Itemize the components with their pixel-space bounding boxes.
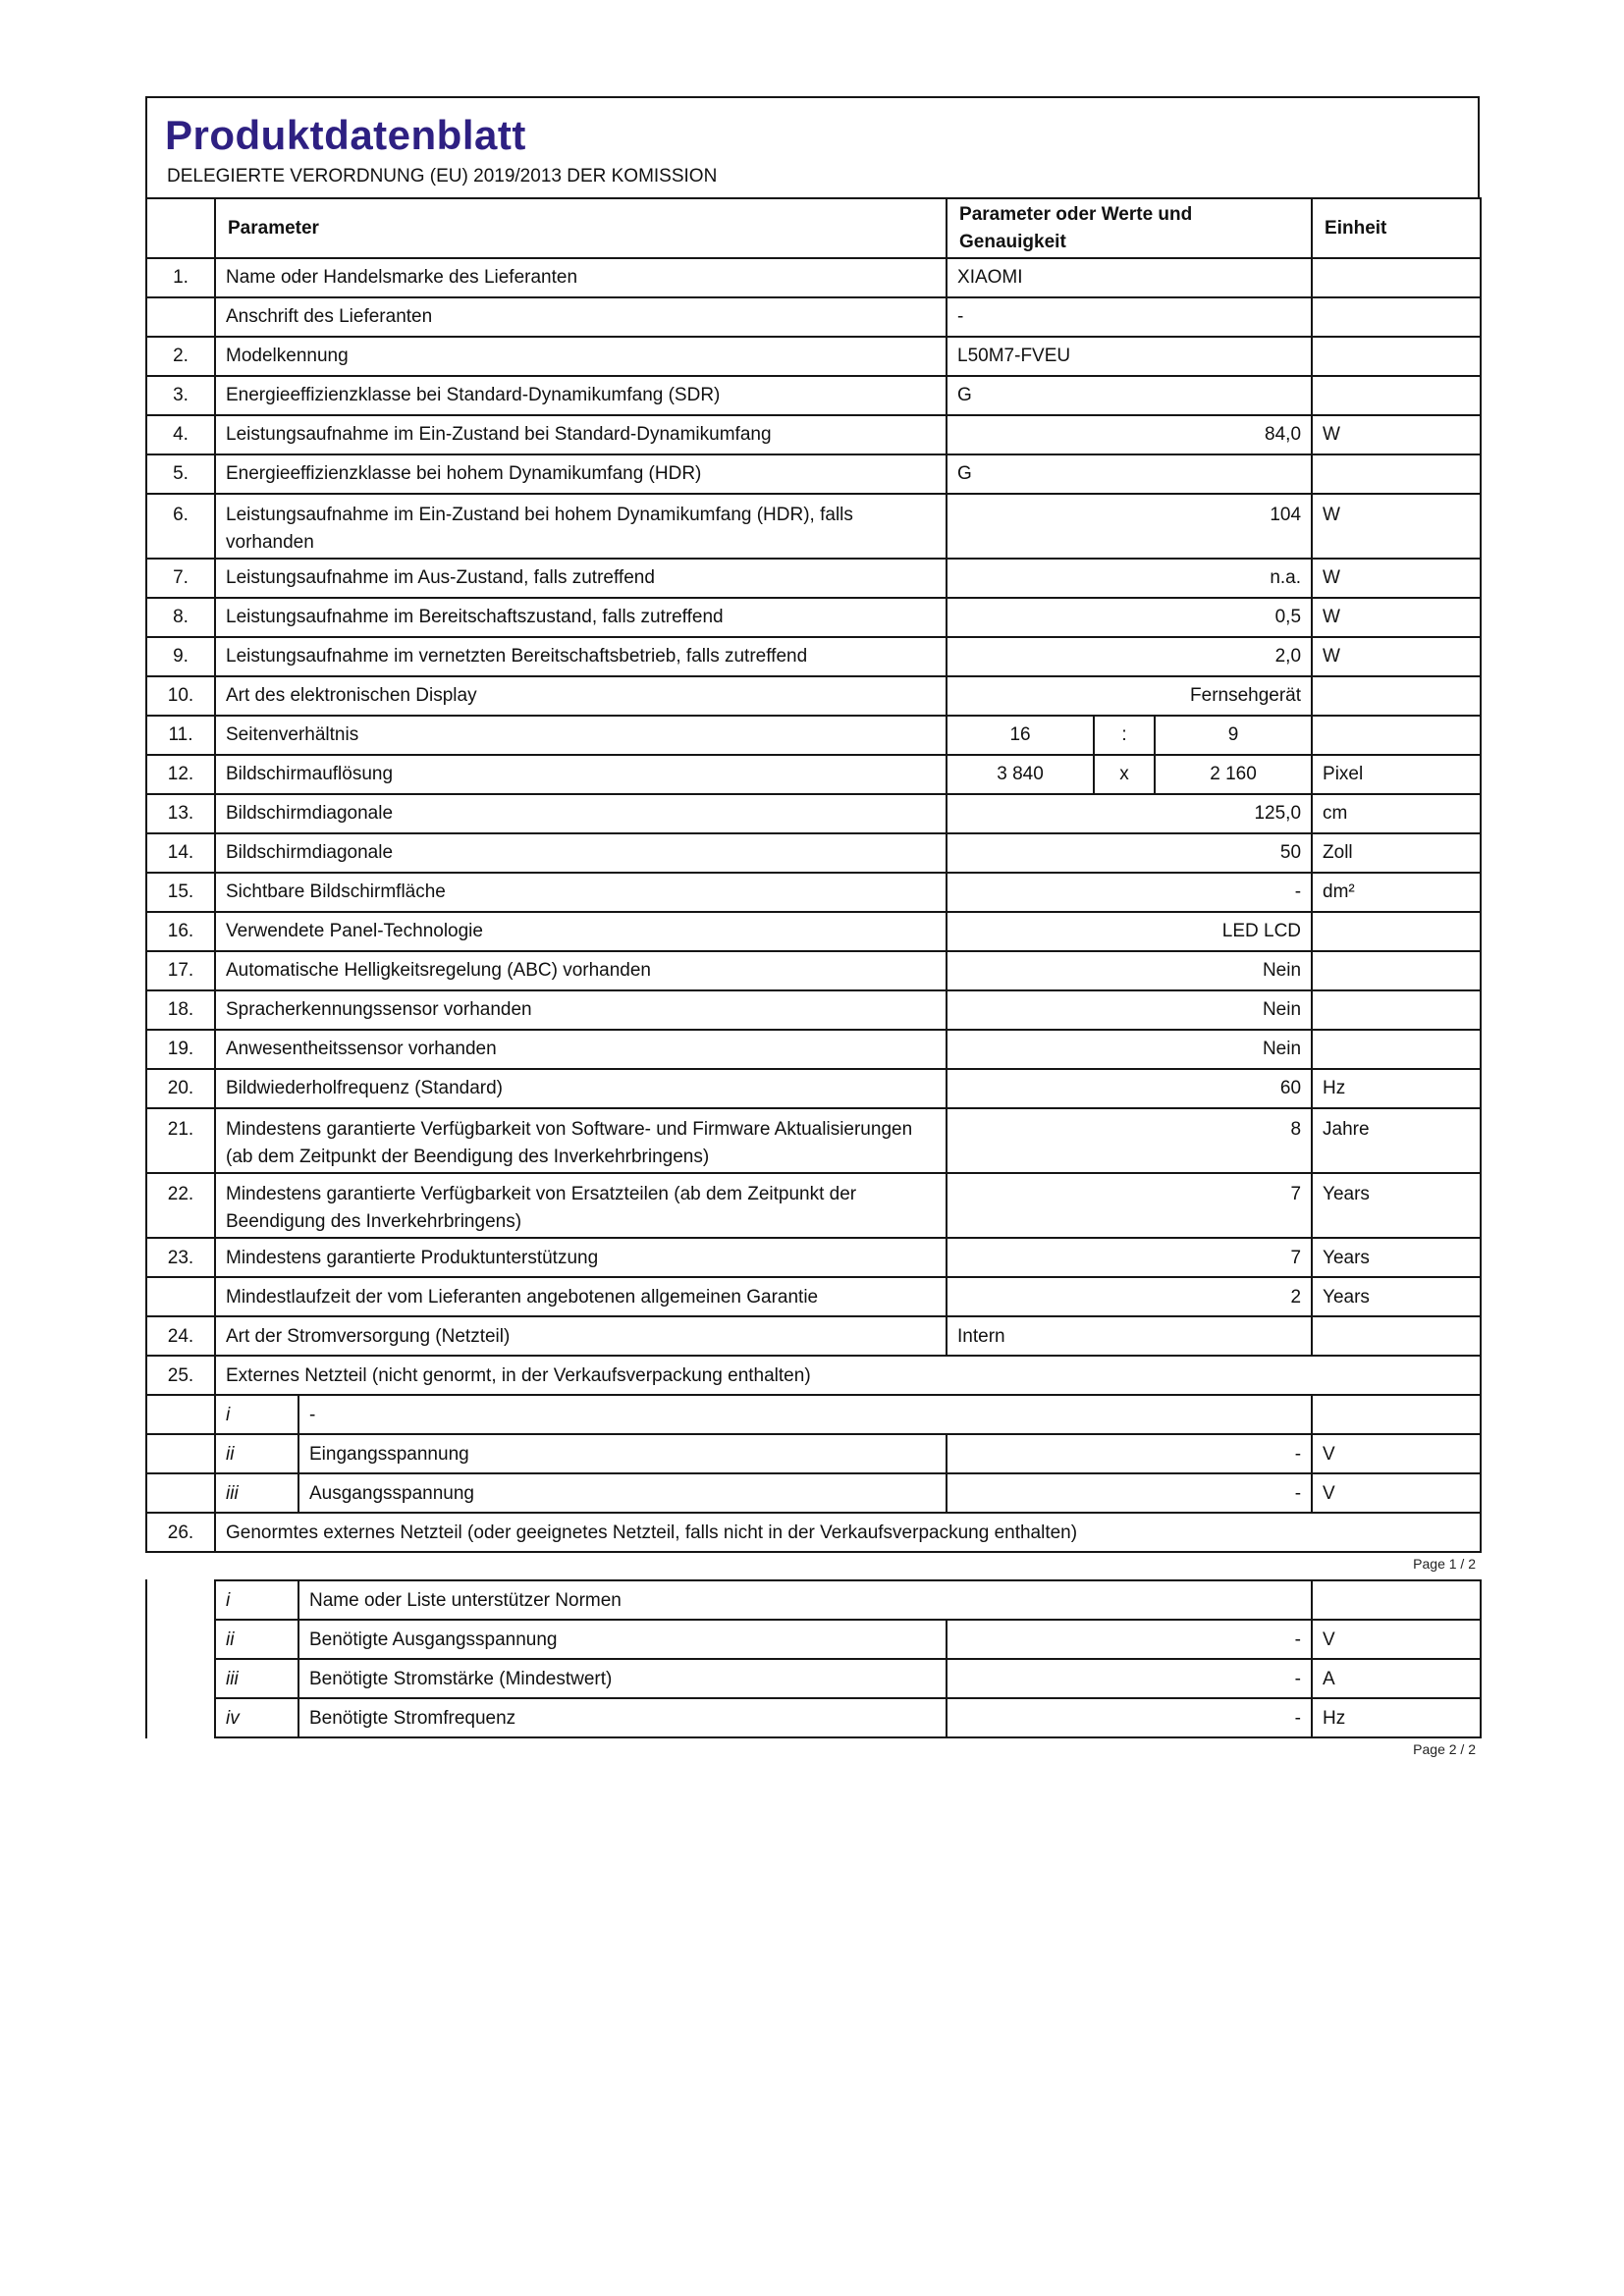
row-subnumber: i xyxy=(215,1580,298,1620)
table-row xyxy=(146,297,1481,337)
row-value: - xyxy=(947,873,1312,912)
row-parameter: Ausgangsspannung xyxy=(298,1473,947,1513)
row-number: 3. xyxy=(146,376,215,415)
row-number: 18. xyxy=(146,990,215,1030)
row-parameter: Leistungsaufnahme im Aus-Zustand, falls zutreffend xyxy=(215,559,947,598)
table-row xyxy=(146,1434,1481,1473)
table-row xyxy=(146,1316,1481,1356)
row-unit xyxy=(1312,376,1481,415)
page-title: Produktdatenblatt xyxy=(165,112,526,158)
row-value-first: 16 xyxy=(947,716,1094,755)
table-row xyxy=(215,1698,1481,1737)
row-unit: Years xyxy=(1312,1238,1481,1277)
row-unit xyxy=(1312,1580,1481,1620)
row-unit xyxy=(1312,1316,1481,1356)
table-row xyxy=(146,1069,1481,1108)
row-parameter-full: Genormtes externes Netzteil (oder geeignetes Netzteil, falls nicht in der Verkaufsverpackung enthalten) xyxy=(215,1513,1481,1552)
row-parameter: Mindestens garantierte Produktunterstützung xyxy=(215,1238,947,1277)
row-number: 9. xyxy=(146,637,215,676)
row-number: 2. xyxy=(146,337,215,376)
row-number: 26. xyxy=(146,1513,215,1552)
external-psu-table xyxy=(214,1579,1482,1738)
row-unit: W xyxy=(1312,598,1481,637)
table-row xyxy=(215,1620,1481,1659)
row-number: 22. xyxy=(146,1173,215,1238)
row-number: 25. xyxy=(146,1356,215,1395)
row-parameter: Anschrift des Lieferanten xyxy=(215,297,947,337)
row-parameter: Mindestens garantierte Verfügbarkeit von Ersatzteilen (ab dem Zeitpunkt der Beendigung des Inverkehrbringens) xyxy=(215,1173,947,1238)
row-number: 16. xyxy=(146,912,215,951)
table-row xyxy=(146,258,1481,297)
table-row xyxy=(146,1513,1481,1552)
row-unit xyxy=(1312,258,1481,297)
row-parameter: Leistungsaufnahme im vernetzten Bereitschaftsbetrieb, falls zutreffend xyxy=(215,637,947,676)
row-unit xyxy=(1312,337,1481,376)
row-value-separator: x xyxy=(1094,755,1155,794)
row-subnumber: iv xyxy=(215,1698,298,1737)
row-parameter: Mindestens garantierte Verfügbarkeit von Software- und Firmware Aktualisierungen (ab dem Zeitpunkt der Beendigung des Inverkehrbringens) xyxy=(215,1108,947,1173)
row-number xyxy=(146,1434,215,1473)
row-subnumber: iii xyxy=(215,1659,298,1698)
row-unit: Pixel xyxy=(1312,755,1481,794)
row-parameter: Seitenverhältnis xyxy=(215,716,947,755)
table-row xyxy=(146,990,1481,1030)
row-unit: W xyxy=(1312,415,1481,454)
row-parameter: Anwesentheitssensor vorhanden xyxy=(215,1030,947,1069)
table-row xyxy=(146,755,1481,794)
row-value: - xyxy=(947,1620,1312,1659)
row-subnumber: iii xyxy=(215,1473,298,1513)
row-value: 0,5 xyxy=(947,598,1312,637)
page-indicator-2: Page 2 / 2 xyxy=(1413,1741,1476,1758)
row-unit: V xyxy=(1312,1473,1481,1513)
title-area xyxy=(145,96,1480,197)
row-number: 17. xyxy=(146,951,215,990)
row-unit: cm xyxy=(1312,794,1481,833)
table-row xyxy=(146,833,1481,873)
row-unit: Years xyxy=(1312,1173,1481,1238)
row-number: 7. xyxy=(146,559,215,598)
table-row xyxy=(146,1395,1481,1434)
row-unit: Years xyxy=(1312,1277,1481,1316)
row-parameter: Energieeffizienzklasse bei hohem Dynamikumfang (HDR) xyxy=(215,454,947,494)
row-value: 8 xyxy=(947,1108,1312,1173)
row-value: Nein xyxy=(947,1030,1312,1069)
table-row xyxy=(146,415,1481,454)
row-unit: V xyxy=(1312,1620,1481,1659)
row-parameter-merged: - xyxy=(298,1395,1312,1434)
header-number-cell xyxy=(146,198,215,258)
row-number xyxy=(146,1473,215,1513)
row-parameter: Bildschirmauflösung xyxy=(215,755,947,794)
table-row xyxy=(146,1108,1481,1173)
row-parameter: Verwendete Panel-Technologie xyxy=(215,912,947,951)
page-indicator-1: Page 1 / 2 xyxy=(1413,1556,1476,1573)
row-number xyxy=(146,297,215,337)
row-number: 1. xyxy=(146,258,215,297)
row-parameter: Bildwiederholfrequenz (Standard) xyxy=(215,1069,947,1108)
row-unit xyxy=(1312,716,1481,755)
table-row xyxy=(146,676,1481,716)
row-unit xyxy=(1312,297,1481,337)
row-parameter: Benötigte Ausgangsspannung xyxy=(298,1620,947,1659)
row-value: 7 xyxy=(947,1238,1312,1277)
table-row xyxy=(146,951,1481,990)
row-parameter: Benötigte Stromfrequenz xyxy=(298,1698,947,1737)
row-value-second: 2 160 xyxy=(1155,755,1312,794)
header-parameter: Parameter xyxy=(215,198,947,258)
row-value: Nein xyxy=(947,990,1312,1030)
row-number: 19. xyxy=(146,1030,215,1069)
row-subnumber: ii xyxy=(215,1620,298,1659)
row-parameter: Eingangsspannung xyxy=(298,1434,947,1473)
row-number: 11. xyxy=(146,716,215,755)
row-unit: W xyxy=(1312,637,1481,676)
row-parameter: Art des elektronischen Display xyxy=(215,676,947,716)
table-row xyxy=(146,1030,1481,1069)
table-row xyxy=(215,1659,1481,1698)
row-value: 2 xyxy=(947,1277,1312,1316)
row-parameter-full: Externes Netzteil (nicht genormt, in der Verkaufsverpackung enthalten) xyxy=(215,1356,1481,1395)
row-parameter: Mindestlaufzeit der vom Lieferanten angebotenen allgemeinen Garantie xyxy=(215,1277,947,1316)
product-data-table xyxy=(145,197,1482,1553)
table-row xyxy=(146,912,1481,951)
header-value: Parameter oder Werte und Genauigkeit xyxy=(947,198,1312,258)
row-number: 12. xyxy=(146,755,215,794)
row-number: 21. xyxy=(146,1108,215,1173)
table-row xyxy=(146,873,1481,912)
row-value: Intern xyxy=(947,1316,1312,1356)
row-parameter: Automatische Helligkeitsregelung (ABC) vorhanden xyxy=(215,951,947,990)
row-parameter: Spracherkennungssensor vorhanden xyxy=(215,990,947,1030)
row-parameter: Leistungsaufnahme im Ein-Zustand bei Standard-Dynamikumfang xyxy=(215,415,947,454)
row-value: G xyxy=(947,454,1312,494)
row-value-separator: : xyxy=(1094,716,1155,755)
table-header-row xyxy=(146,198,1481,258)
row-number: 6. xyxy=(146,494,215,559)
row-number: 20. xyxy=(146,1069,215,1108)
row-number xyxy=(146,1395,215,1434)
row-value: n.a. xyxy=(947,559,1312,598)
row-parameter: Art der Stromversorgung (Netzteil) xyxy=(215,1316,947,1356)
row-number: 15. xyxy=(146,873,215,912)
row-value: - xyxy=(947,297,1312,337)
row-unit: W xyxy=(1312,559,1481,598)
row-number: 24. xyxy=(146,1316,215,1356)
row-unit: Jahre xyxy=(1312,1108,1481,1173)
row-parameter: Modelkennung xyxy=(215,337,947,376)
row-unit: V xyxy=(1312,1434,1481,1473)
row-value: 60 xyxy=(947,1069,1312,1108)
row-unit: Zoll xyxy=(1312,833,1481,873)
row-value: L50M7-FVEU xyxy=(947,337,1312,376)
table-row xyxy=(146,1238,1481,1277)
page-subtitle: DELEGIERTE VERORDNUNG (EU) 2019/2013 DER KOMISSION xyxy=(167,166,718,187)
row-value: 50 xyxy=(947,833,1312,873)
row-number: 4. xyxy=(146,415,215,454)
row-number: 8. xyxy=(146,598,215,637)
table-row xyxy=(146,1473,1481,1513)
row-parameter: Leistungsaufnahme im Bereitschaftszustand, falls zutreffend xyxy=(215,598,947,637)
row-value: G xyxy=(947,376,1312,415)
row-parameter: Name oder Handelsmarke des Lieferanten xyxy=(215,258,947,297)
row-value: LED LCD xyxy=(947,912,1312,951)
row-unit: Hz xyxy=(1312,1069,1481,1108)
row-number: 14. xyxy=(146,833,215,873)
row-value: - xyxy=(947,1434,1312,1473)
product-datasheet xyxy=(145,96,1480,1765)
row-value: 84,0 xyxy=(947,415,1312,454)
row-number: 10. xyxy=(146,676,215,716)
row-number: 5. xyxy=(146,454,215,494)
header-unit: Einheit xyxy=(1312,198,1481,258)
row-value: 7 xyxy=(947,1173,1312,1238)
table-row xyxy=(146,637,1481,676)
row-unit xyxy=(1312,1395,1481,1434)
row-unit xyxy=(1312,1030,1481,1069)
row-value: - xyxy=(947,1473,1312,1513)
row-value: 2,0 xyxy=(947,637,1312,676)
row-parameter: Energieeffizienzklasse bei Standard-Dynamikumfang (SDR) xyxy=(215,376,947,415)
row-unit: W xyxy=(1312,494,1481,559)
external-psu-continuation-block xyxy=(145,1579,1480,1738)
row-parameter: Bildschirmdiagonale xyxy=(215,794,947,833)
row-parameter-merged: Name oder Liste unterstützer Normen xyxy=(298,1580,1312,1620)
row-number: 23. xyxy=(146,1238,215,1277)
row-value: 104 xyxy=(947,494,1312,559)
row-value: XIAOMI xyxy=(947,258,1312,297)
row-subnumber: i xyxy=(215,1395,298,1434)
table-row xyxy=(146,376,1481,415)
table-row xyxy=(146,454,1481,494)
table-row xyxy=(146,794,1481,833)
row-number: 13. xyxy=(146,794,215,833)
row-unit xyxy=(1312,454,1481,494)
table-row xyxy=(146,337,1481,376)
table-row xyxy=(146,559,1481,598)
row-unit xyxy=(1312,912,1481,951)
row-value: Fernsehgerät xyxy=(947,676,1312,716)
table-row xyxy=(146,494,1481,559)
row-parameter: Bildschirmdiagonale xyxy=(215,833,947,873)
row-value-first: 3 840 xyxy=(947,755,1094,794)
row-parameter: Leistungsaufnahme im Ein-Zustand bei hohem Dynamikumfang (HDR), falls vorhanden xyxy=(215,494,947,559)
row-unit xyxy=(1312,676,1481,716)
row-unit xyxy=(1312,990,1481,1030)
row-value-second: 9 xyxy=(1155,716,1312,755)
row-number xyxy=(146,1277,215,1316)
row-value: Nein xyxy=(947,951,1312,990)
row-value: - xyxy=(947,1698,1312,1737)
row-subnumber: ii xyxy=(215,1434,298,1473)
row-value: 125,0 xyxy=(947,794,1312,833)
row-unit xyxy=(1312,951,1481,990)
row-unit: A xyxy=(1312,1659,1481,1698)
table-row xyxy=(146,1277,1481,1316)
row-parameter: Benötigte Stromstärke (Mindestwert) xyxy=(298,1659,947,1698)
row-unit: dm² xyxy=(1312,873,1481,912)
row-parameter: Sichtbare Bildschirmfläche xyxy=(215,873,947,912)
table-row xyxy=(146,1173,1481,1238)
row-unit: Hz xyxy=(1312,1698,1481,1737)
table-row xyxy=(146,598,1481,637)
row-value: - xyxy=(947,1659,1312,1698)
table-row xyxy=(215,1580,1481,1620)
table-row xyxy=(146,1356,1481,1395)
table-row xyxy=(146,716,1481,755)
